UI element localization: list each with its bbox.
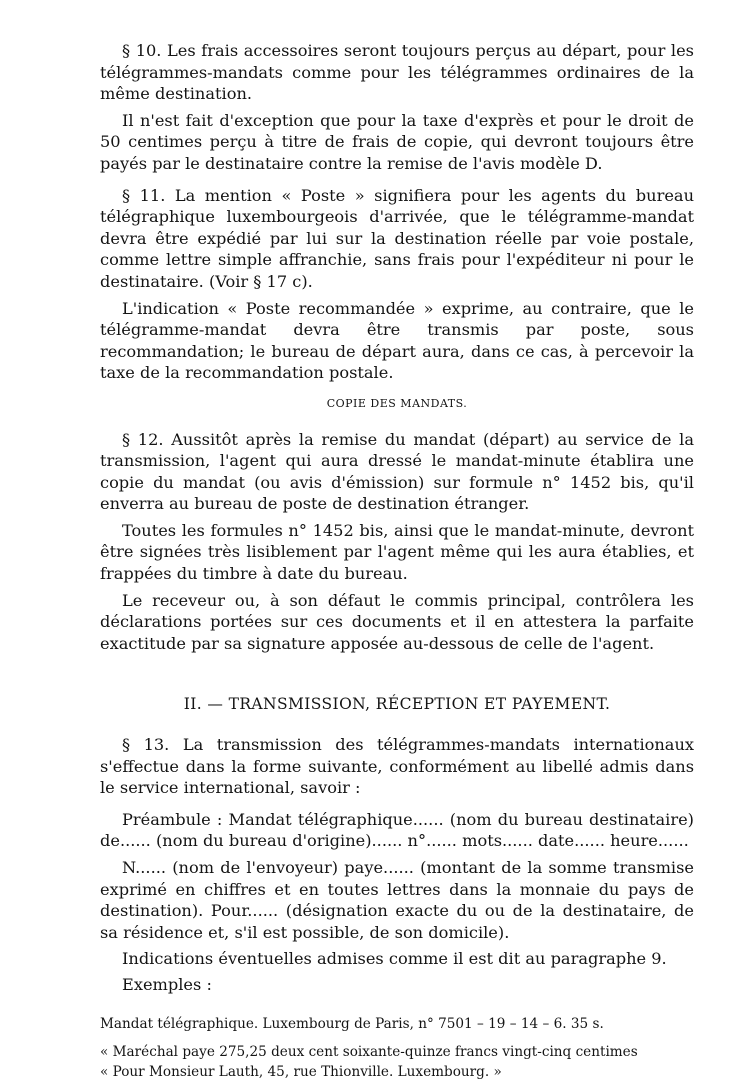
paragraph-13-preamble: Préambule : Mandat télégraphique...... (nom du bureau destinataire) de...... (nom du bureau d'origine)...... n°...... mots...... date...... heure...... bbox=[100, 809, 694, 851]
paragraph-11-b: L'indication « Poste recommandée » exprime, au contraire, que le télégramme-mandat devra être transmis par poste, sous recommandation; le bureau de départ aura, dans ce cas, à percevoir la taxe de la recommandation postale. bbox=[100, 298, 694, 383]
paragraph-12-c: Le receveur ou, à son défaut le commis principal, contrôlera les déclarations portées sur ces documents et il en attestera la parfaite exactitude par sa signature apposée au-dessous de celle de l'agent. bbox=[100, 590, 694, 653]
paragraph-10-a: § 10. Les frais accessoires seront toujours perçus au départ, pour les télégrammes-mandats comme pour les télégrammes ordinaires de la même destination. bbox=[100, 41, 694, 104]
paragraph-11-a: § 11. La mention « Poste » signifiera pour les agents du bureau télégraphique luxembourgeois d'arrivée, que le télégramme-mandat devra être expédié par lui sur la destination réelle par voie postale, comme lettre simple affranchie, sans frais pour l'expéditeur ni pour le destinataire. (Voir § 17 c). bbox=[100, 185, 694, 291]
example-line-1: Mandat télégraphique. Luxembourg de Paris, n° 7501 – 19 – 14 – 6. 35 s. bbox=[100, 1015, 604, 1032]
example-line-3: « Pour Monsieur Lauth, 45, rue Thionville. Luxembourg. » bbox=[100, 1063, 502, 1080]
examples-label: Exemples : bbox=[122, 974, 212, 994]
heading-copie-des-mandats: COPIE DES MANDATS. bbox=[326, 396, 468, 410]
paragraph-12-b: Toutes les formules n° 1452 bis, ainsi que le mandat-minute, devront être signées très lisiblement par l'agent même qui les aura établies, et frappées du timbre à date du bureau. bbox=[100, 520, 694, 584]
paragraph-13-a: § 13. La transmission des télégrammes-mandats internationaux s'effectue dans la forme suivante, conformément au libellé admis dans le service international, savoir : bbox=[100, 735, 694, 798]
paragraph-10-b: Il n'est fait d'exception que pour la taxe d'exprès et pour le droit de 50 centimes perçu à titre de frais de copie, qui devront toujours être payés par le destinataire contre la remise de l'avis modèle D. bbox=[100, 110, 694, 173]
paragraph-13-body: N...... (nom de l'envoyeur) paye...... (montant de la somme transmise exprimé en chiffres et en toutes lettres dans la monnaie du pays de destination). Pour...... (désignation exacte du ou de la destinataire, de sa résidence et, s'il est possible, de son domicile). bbox=[100, 858, 694, 942]
paragraph-13-indications: Indications éventuelles admises comme il est dit au paragraphe 9. bbox=[122, 949, 667, 969]
section-heading-transmission: II. — TRANSMISSION, RÉCEPTION ET PAYEMENT. bbox=[183, 695, 611, 714]
example-line-2: « Maréchal paye 275,25 deux cent soixante-quinze francs vingt-cinq centimes bbox=[100, 1043, 638, 1060]
paragraph-12-a: § 12. Aussitôt après la remise du mandat (départ) au service de la transmission, l'agent qui aura dressé le mandat-minute établira une copie du mandat (ou avis d'émission) sur formule n° 1452 bis, qu'il enverra au bureau de poste de destination étranger. bbox=[100, 429, 694, 514]
